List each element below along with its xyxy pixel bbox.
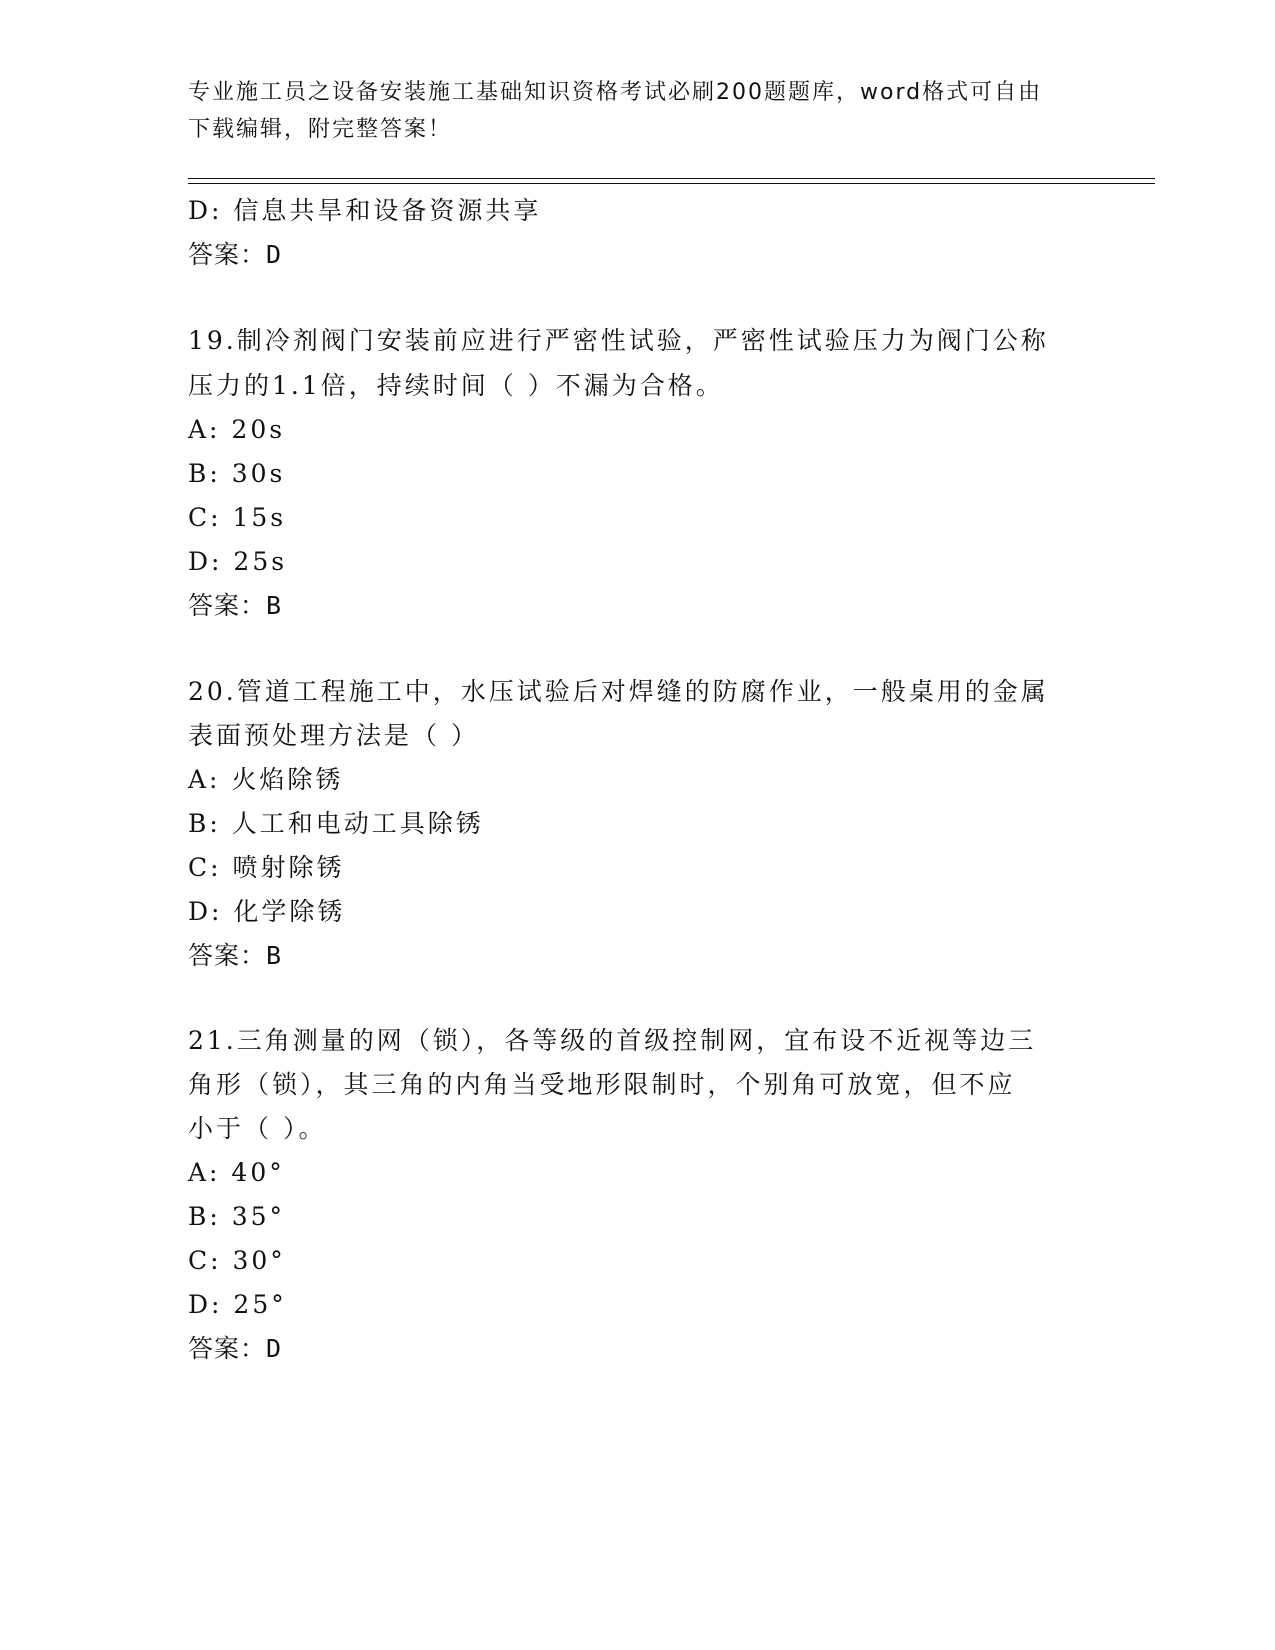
question-19-option-a: A: 20s (188, 415, 286, 444)
question-21-option-c: C: 30° (188, 1246, 286, 1275)
answer-value: B (266, 591, 283, 620)
answer-value: B (266, 941, 283, 970)
question-21-answer (188, 1334, 282, 1364)
question-19-option-d: D: 25s (188, 547, 288, 576)
question-19-answer (188, 591, 282, 621)
header-divider-top (188, 178, 1155, 179)
question-19-stem-line-2: 压力的1.1倍，持续时间（ ）不漏为合格。 (188, 371, 724, 400)
answer-value: D (266, 1334, 283, 1363)
question-21-option-b: B: 35° (188, 1202, 286, 1231)
answer-label: 答案： (188, 941, 267, 970)
question-20-answer (188, 941, 282, 971)
prev-answer (188, 240, 282, 270)
answer-label: 答案： (188, 1334, 267, 1363)
answer-label: 答案： (188, 591, 267, 620)
question-21-stem-line-3: 小于（ ）。 (188, 1114, 327, 1143)
question-19-stem-line-1: 19.制冷剂阀门安装前应进行严密性试验，严密性试验压力为阀门公称 (188, 326, 1049, 355)
question-20-option-c: C: 喷射除锈 (188, 853, 345, 882)
question-19-option-c: C: 15s (188, 503, 287, 532)
answer-value: D (266, 240, 283, 269)
header-divider-bottom (188, 183, 1155, 184)
question-21-stem-line-1: 21.三角测量的网（锁），各等级的首级控制网，宜布设不近视等边三 (188, 1026, 1037, 1055)
question-21-option-d: D: 25° (188, 1290, 287, 1319)
document-header (188, 74, 1068, 148)
question-20-stem-line-2: 表面预处理方法是（ ） (188, 721, 479, 750)
prev-option-d: D: 信息共旱和设备资源共享 (188, 196, 542, 225)
header-line-1: 专业施工员之设备安装施工基础知识资格考试必刷200题题库，word格式可自由 (188, 80, 1043, 105)
question-20-option-a: A: 火焰除锈 (188, 765, 344, 794)
question-19-option-b: B: 30s (188, 459, 286, 488)
question-21-option-a: A: 40° (188, 1158, 285, 1187)
answer-label: 答案： (188, 240, 267, 269)
question-20-option-b: B: 人工和电动工具除锈 (188, 809, 484, 838)
question-20-option-d: D: 化学除锈 (188, 897, 346, 926)
question-20-stem-line-1: 20.管道工程施工中，水压试验后对焊缝的防腐作业，一般桌用的金属 (188, 677, 1049, 706)
question-21-stem-line-2: 角形（锁），其三角的内角当受地形限制时，个别角可放宽，但不应 (188, 1070, 1016, 1099)
header-line-2: 下载编辑，附完整答案！ (188, 117, 453, 142)
